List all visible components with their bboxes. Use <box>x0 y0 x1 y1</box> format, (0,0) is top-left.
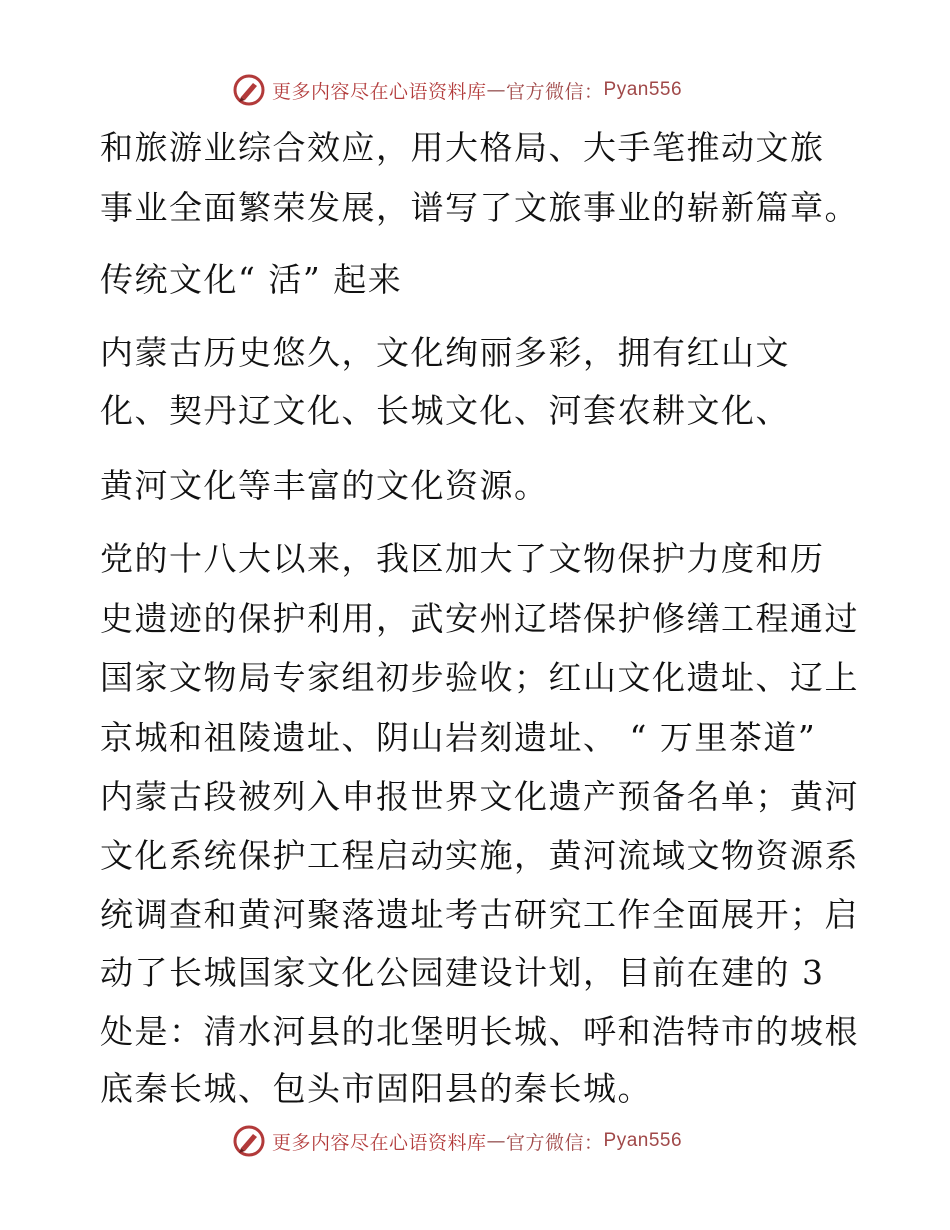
text-line: 国家文物局专家组初步验收；红山文化遗址、辽上 <box>100 658 859 697</box>
pen-logo-icon <box>232 73 266 107</box>
banner-separator: — <box>486 79 507 101</box>
header-banner <box>232 73 682 107</box>
text-line: 京城和祖陵遗址、阴山岩刻遗址、 “ 万里茶道” <box>100 718 817 757</box>
pen-logo-icon <box>232 1124 266 1158</box>
banner-wechat-id: Pyan556 <box>603 79 683 100</box>
text-line: 处是：清水河县的北堡明长城、呼和浩特市的坡根 <box>100 1012 859 1051</box>
text-line: 黄河文化等丰富的文化资源。 <box>100 466 549 505</box>
banner-text: 更多内容尽在心语资料库 <box>272 80 487 103</box>
banner-wechat-label: 官方微信： <box>506 1131 604 1154</box>
text-line: 动了长城国家文化公园建设计划，目前在建的 3 <box>100 953 825 992</box>
text-line: 底秦长城、包头市固阳县的秦长城。 <box>100 1069 652 1108</box>
text-line: 内蒙古历史悠久，文化绚丽多彩，拥有红山文 <box>100 333 790 372</box>
footer-banner <box>232 1124 682 1158</box>
section-heading: 传统文化“ 活” 起来 <box>100 260 403 299</box>
text-line: 和旅游业综合效应，用大格局、大手笔推动文旅 <box>100 128 825 167</box>
text-line: 统调查和黄河聚落遗址考古研究工作全面展开；启 <box>100 895 859 934</box>
text-line: 化、契丹辽文化、长城文化、河套农耕文化、 <box>100 391 790 430</box>
text-line: 事业全面繁荣发展，谱写了文旅事业的崭新篇章。 <box>100 188 859 227</box>
banner-text: 更多内容尽在心语资料库 <box>272 1131 487 1154</box>
banner-wechat-id: Pyan556 <box>603 1130 683 1151</box>
banner-wechat-label: 官方微信： <box>506 80 604 103</box>
text-line: 文化系统保护工程启动实施，黄河流域文物资源系 <box>100 836 859 875</box>
text-line: 史遗迹的保护利用，武安州辽塔保护修缮工程通过 <box>100 599 859 638</box>
text-line: 内蒙古段被列入申报世界文化遗产预备名单；黄河 <box>100 777 859 816</box>
text-line: 党的十八大以来，我区加大了文物保护力度和历 <box>100 539 825 578</box>
banner-separator: — <box>486 1130 507 1152</box>
